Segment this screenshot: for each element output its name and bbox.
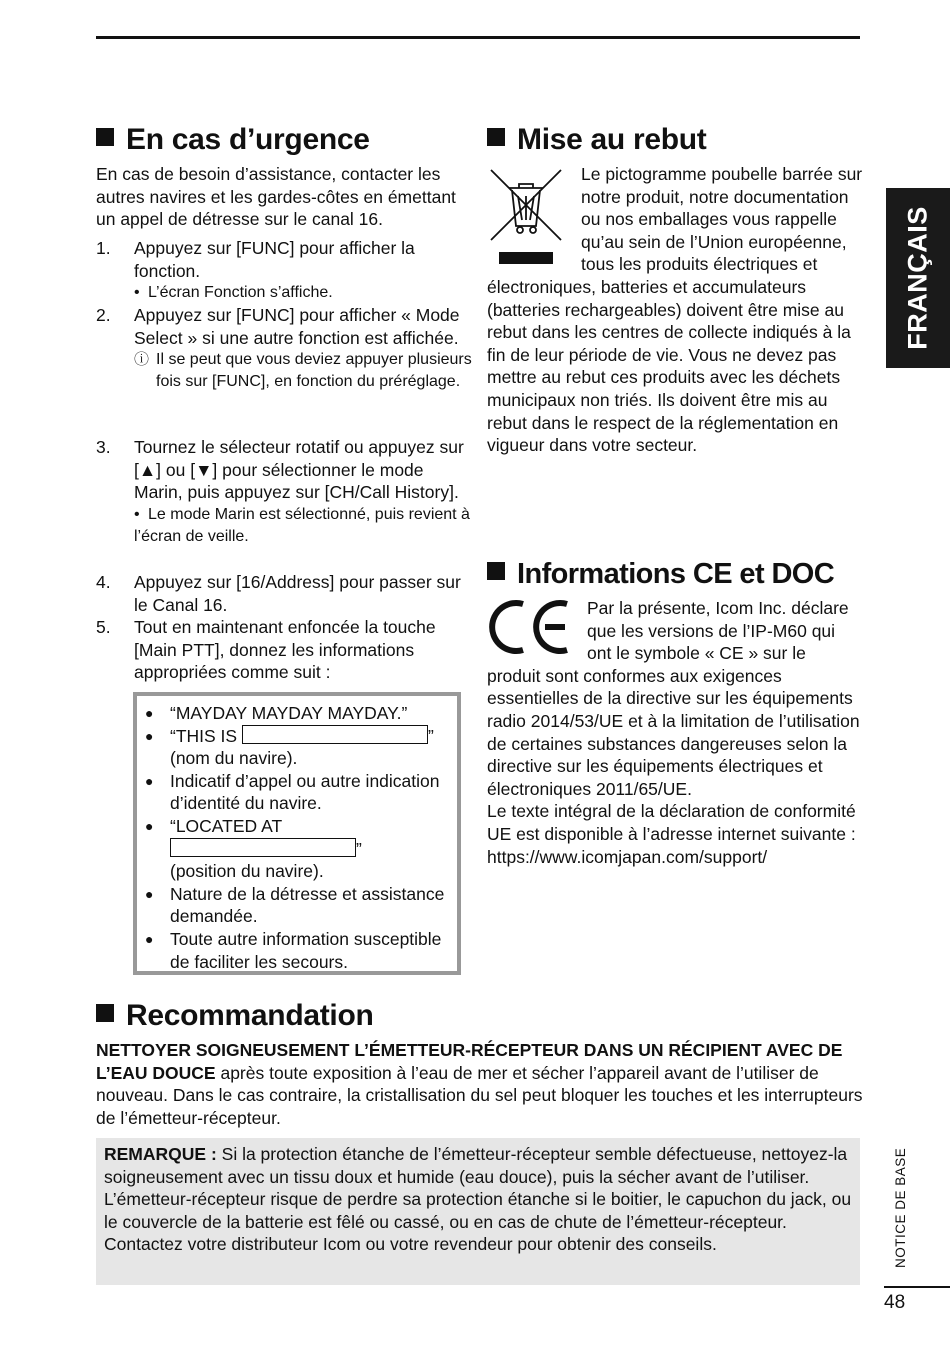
section-square-icon <box>487 128 505 146</box>
step-2: 2. Appuyez sur [FUNC] pour afficher « Mode Select » si une autre fonction est affichée. ⓘ Il se peut que vous deviez appuyer plusieurs fois sur [FUNC], en fonction du préréglage. <box>96 304 476 393</box>
step-4: 4. Appuyez sur [16/Address] pour passer sur le Canal 16. <box>96 572 461 615</box>
list-item: ● Indicatif d’appel ou autre indication d’identité du navire. <box>145 770 440 814</box>
position-blank <box>170 838 356 857</box>
remarque-box: REMARQUE : Si la protection étanche de l’émetteur-récepteur semble défectueuse, nettoyez-la soigneusement avec un tissu doux et humide (eau douce), puis la sécher avant de l’utiliser. L’émetteur-récepteur risque de perdre sa protection étanche si le boitier, le capuchon du jack, ou le couvercle de la batterie est fêlé ou cassé, ou en cas de chute de l’émetteur-récepteur. Contactez votre distributeur Icom ou votre revendeur pour obtenir des conseils. <box>96 1138 860 1285</box>
ship-name-blank <box>242 725 428 744</box>
section-title-ce: Informations CE et DOC <box>487 556 834 592</box>
remarque-label: REMARQUE : <box>104 1144 217 1164</box>
bullet-dot-icon: ● <box>145 930 154 947</box>
section-square-icon <box>96 128 114 146</box>
bullet-dot-icon: ● <box>145 772 154 789</box>
step-1: 1. Appuyez sur [FUNC] pour afficher la fonction. • L’écran Fonction s’affiche. <box>96 237 476 304</box>
list-item: ● “LOCATED AT ” (position du navire). <box>145 815 362 882</box>
info-icon: ⓘ <box>134 351 150 369</box>
ce-body: Par la présente, Icom Inc. déclare que les versions de l’IP-M60 qui ont le symbole « CE » sur le produit sont conformes aux exigences essentielles de la directive sur les équipements radio 2014/53/UE et à la limitation de l’utilisation de certaines substances dangereuses selon la directive sur les équipements électriques et électroniques 2011/65/UE. Le texte intégral de la déclaration de conformité UE est disponible à l’adresse internet suivante : https://www.icomjapan.com/support/ <box>487 597 863 868</box>
list-item: ● “THIS IS ” (nom du navire). <box>145 725 434 769</box>
bullet-dot-icon: ● <box>145 727 154 744</box>
step-1-note: • L’écran Fonction s’affiche. <box>134 284 333 302</box>
section-title-rebut: Mise au rebut <box>487 122 706 158</box>
list-item: ● Toute autre information susceptible de faciliter les secours. <box>145 928 442 972</box>
bullet-dot-icon: ● <box>145 885 154 902</box>
list-item: ● “MAYDAY MAYDAY MAYDAY.” <box>145 703 408 723</box>
step-3-note: • Le mode Marin est sélectionné, puis revient à l’écran de veille. <box>134 505 470 545</box>
mayday-box <box>133 692 461 975</box>
side-label: NOTICE DE BASE <box>893 1147 908 1268</box>
urgence-intro: En cas de besoin d’assistance, contacter les autres navires et les gardes-côtes en émettant un appel de détresse sur le canal 16. <box>96 164 456 230</box>
step-3: 3. Tournez le sélecteur rotatif ou appuyez sur [▲] ou [▼] pour sélectionner le mode Marin, puis appuyez sur [CH/Call History]. • Le mode Marin est sélectionné, puis revient à l’écran de veille. <box>96 436 476 548</box>
bullet-dot-icon: ● <box>145 817 154 834</box>
section-square-icon <box>96 1004 114 1022</box>
top-rule <box>96 36 860 39</box>
step-2-note: ⓘ Il se peut que vous deviez appuyer plusieurs fois sur [FUNC], en fonction du préréglage. <box>134 349 476 393</box>
section-title-urgence: En cas d’urgence <box>96 122 370 158</box>
language-tab: FRANÇAIS <box>886 188 950 368</box>
step-5: 5. Tout en maintenant enfoncée la touche [Main PTT], donnez les informations appropriées comme suit : <box>96 617 436 683</box>
side-rule <box>884 1286 950 1288</box>
page-number: 48 <box>884 1292 906 1313</box>
support-url[interactable]: https://www.icomjapan.com/support/ <box>487 846 768 867</box>
section-title-recommandation: Recommandation <box>96 998 374 1034</box>
recommandation-text: NETTOYER SOIGNEUSEMENT L’ÉMETTEUR-RÉCEPTEUR DANS UN RÉCIPIENT AVEC DE L’EAU DOUCE après toute exposition à l’eau de mer et sécher l’appareil avant de l’utiliser de nouveau. Dans le cas contraire, la cristallisation du sel peut bloquer les touches et les interrupteurs de l’émetteur-récepteur. <box>96 1040 863 1128</box>
bullet-dot-icon: ● <box>145 705 154 721</box>
rebut-body: Le pictogramme poubelle barrée sur notre produit, notre documentation ou nos emballages vous rappelle qu’au sein de l’Union européenne, tous les produits électriques et électroniques, batteries et accumulateurs (batteries rechargeables) doivent être mise au rebut dans les centres de collecte indiqués à la fin de leur période de vie. Vous ne devez pas mettre au rebut ces produits avec les déchets municipaux non triés. Ils doivent être mis au rebut dans le respect de la réglementation en vigueur dans votre secteur. <box>487 164 863 456</box>
section-square-icon <box>487 562 505 580</box>
list-item: ● Nature de la détresse et assistance demandée. <box>145 883 445 927</box>
